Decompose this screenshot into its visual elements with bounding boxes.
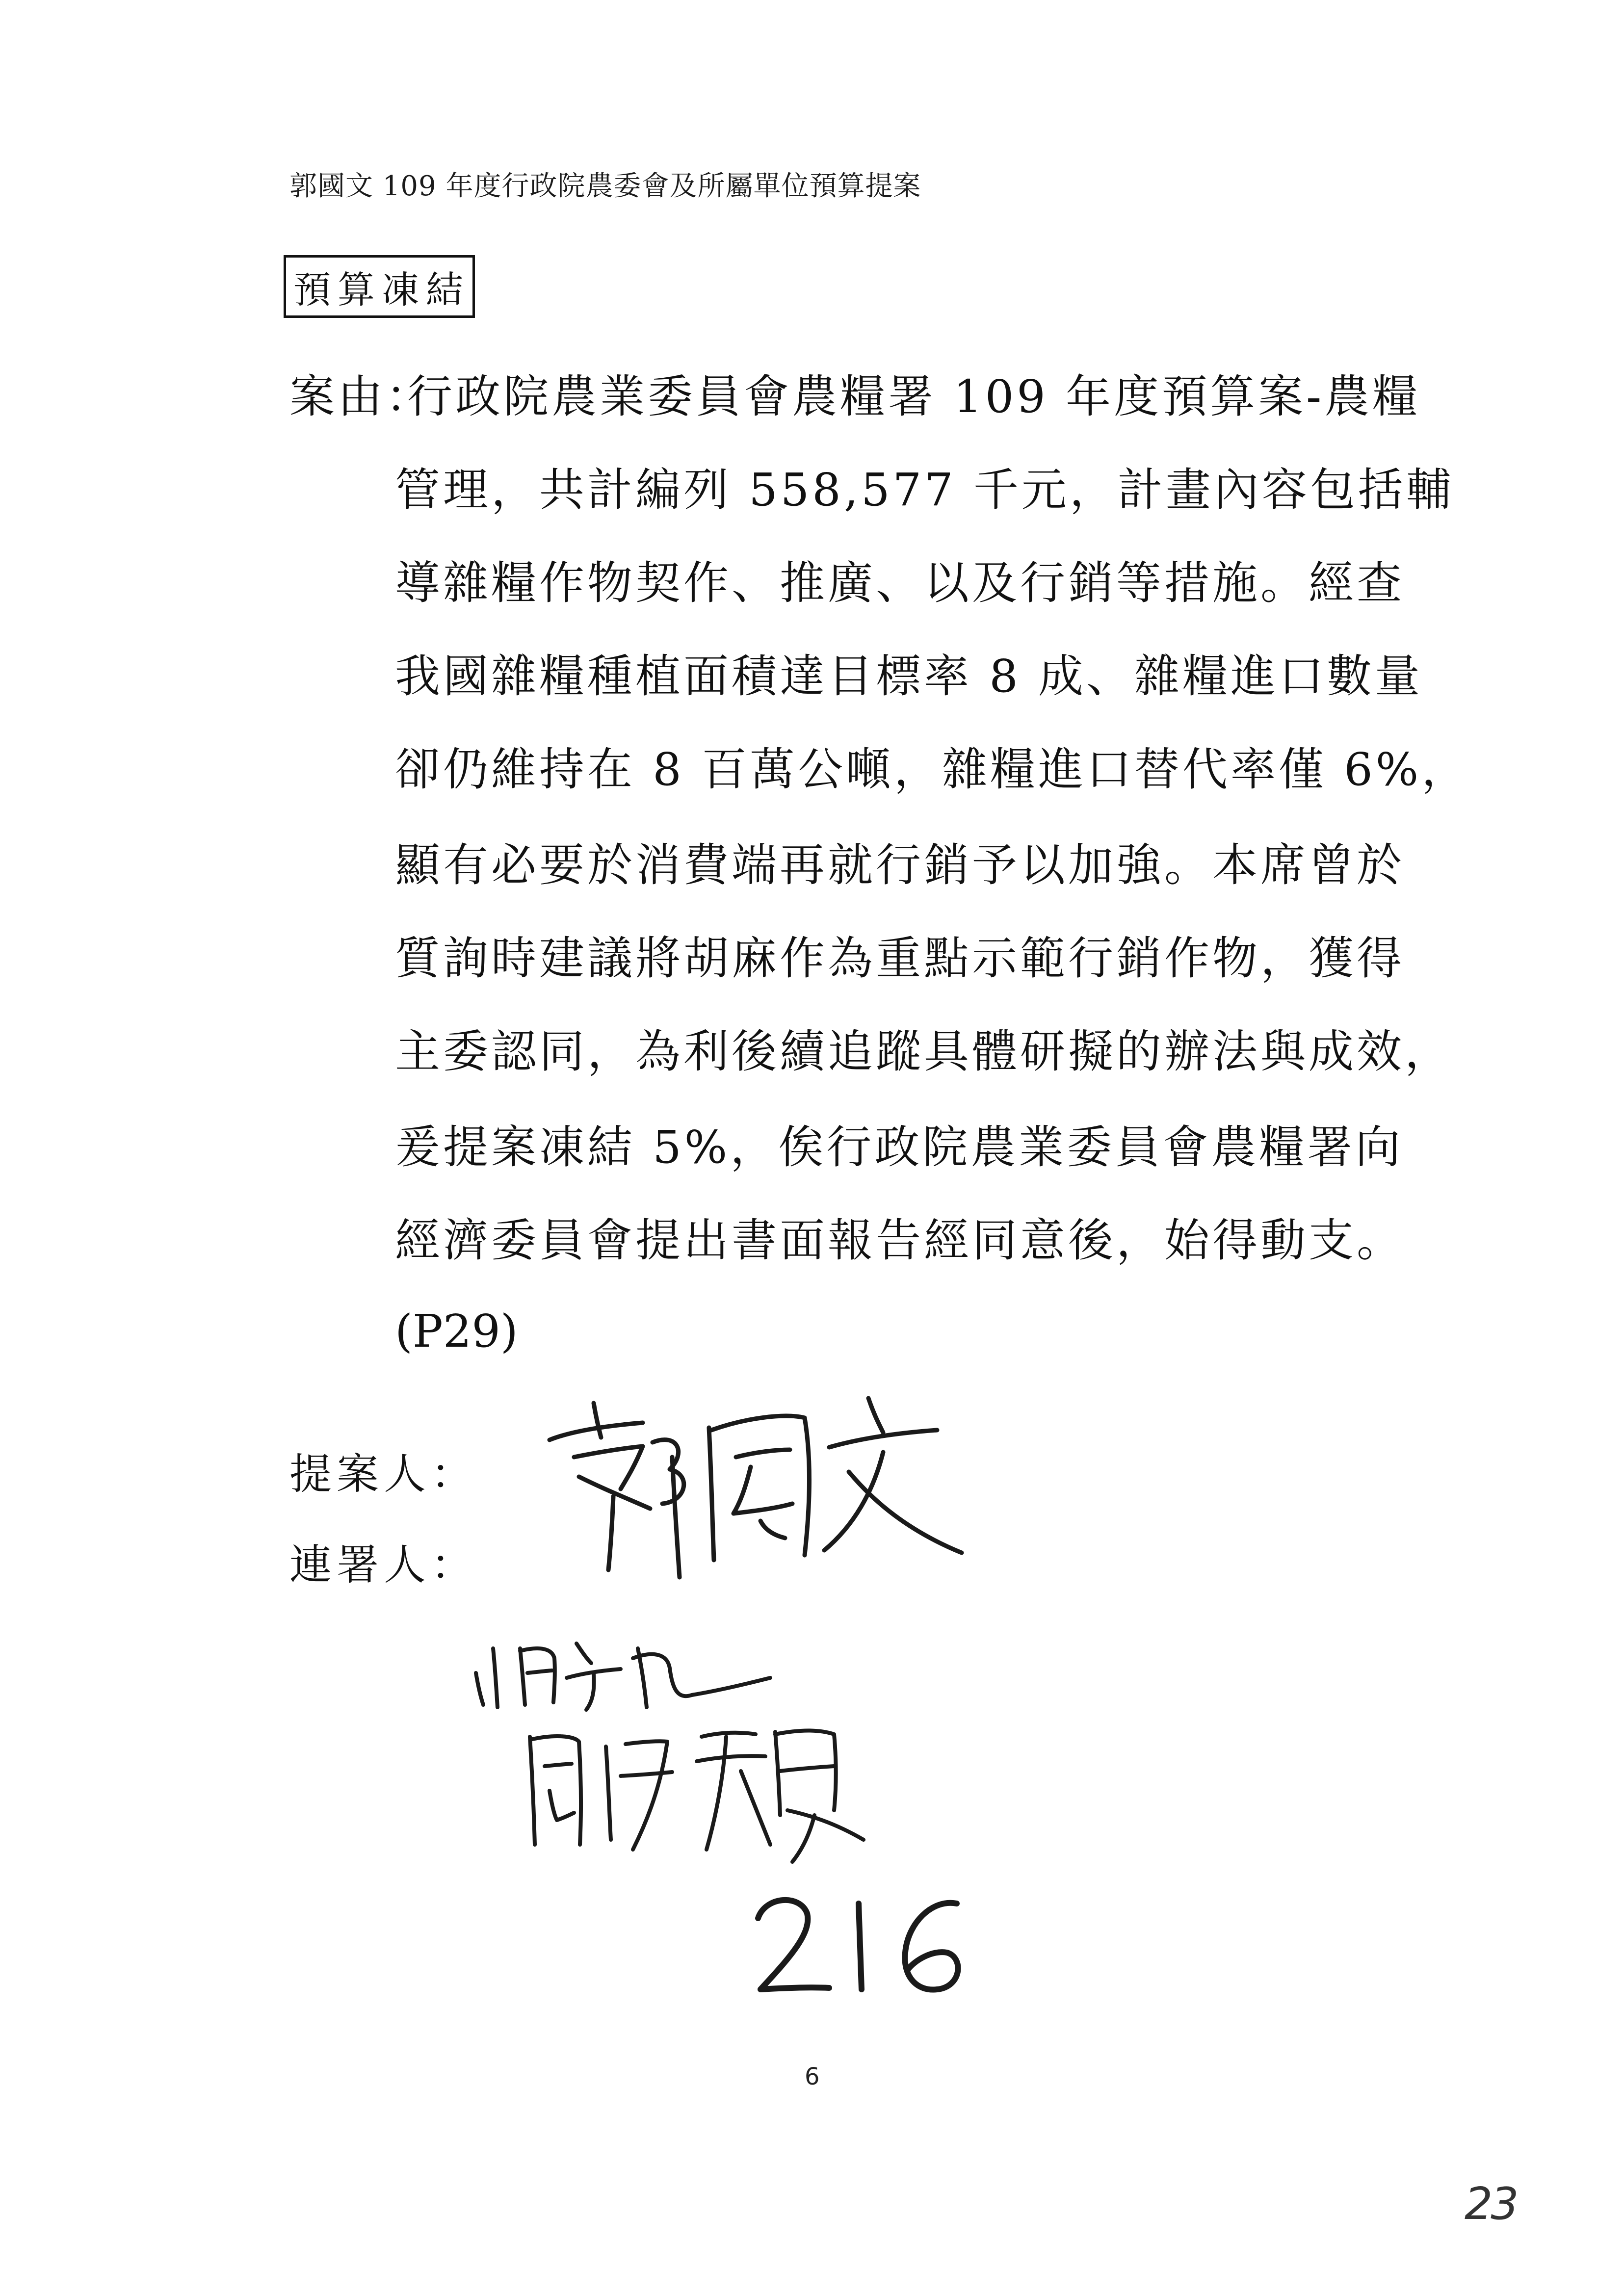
case-line: 質詢時建議將胡麻作為重點示範行銷作物，獲得: [395, 932, 1405, 985]
cosigner-signature-2: [520, 1717, 873, 1864]
page-number: 6: [805, 2063, 820, 2090]
page-header: 郭國文 109 年度行政院農委會及所屬單位預算提案: [289, 170, 921, 202]
case-line: 顯有必要於消費端再就行銷予以加強。本席曾於: [395, 839, 1405, 891]
case-line: 爰提案凍結 5%，俟行政院農業委員會農糧署向: [395, 1121, 1404, 1174]
case-line: 卻仍維持在 8 百萬公噸，雜糧進口替代率僅 6%，: [395, 743, 1470, 796]
case-line: 管理，共計編列 558,577 千元，計畫內容包括輔: [395, 464, 1454, 516]
page-reference: (P29): [395, 1305, 518, 1357]
proposer-label: 提案人：: [289, 1450, 478, 1499]
case-line: 我國雜糧種植面積達目標率 8 成、雜糧進口數量: [395, 650, 1423, 703]
case-line: 主委認同，為利後續追蹤具體研擬的辦法與成效，: [395, 1025, 1453, 1078]
case-label: 案由：: [289, 370, 434, 423]
section-tag: 預算凍結: [284, 255, 475, 318]
cosigner-label: 連署人：: [289, 1540, 478, 1590]
case-line: 導雜糧作物契作、推廣、以及行銷等措施。經查: [395, 557, 1405, 609]
handwritten-number: [746, 1884, 981, 2011]
proposer-signature: [530, 1383, 981, 1590]
case-line: 經濟委員會提出書面報告經同意後，始得動支。: [395, 1214, 1405, 1267]
corner-mark: 23: [1465, 2178, 1517, 2230]
cosigner-signature-1: [466, 1604, 780, 1717]
case-line: 行政院農業委員會農糧署 109 年度預算案-農糧: [407, 370, 1421, 423]
